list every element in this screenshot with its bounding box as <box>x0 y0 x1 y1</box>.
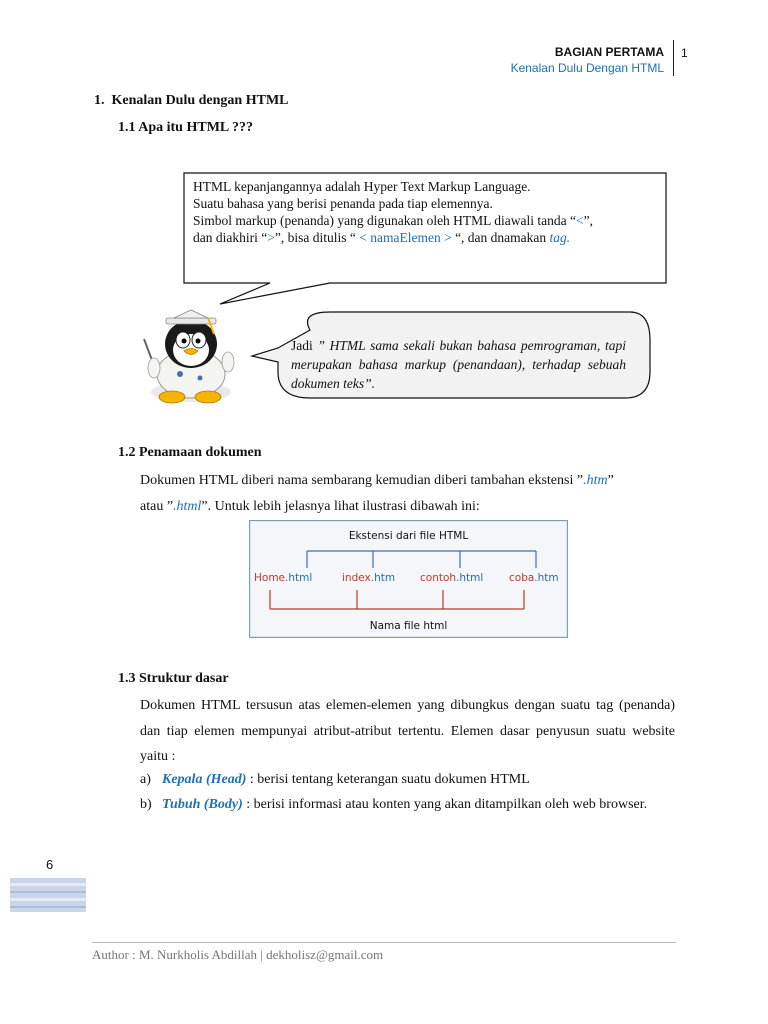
para-line-1: Dokumen HTML diberi nama sembarang kemudian diberi tambahan ekstensi ”.htm” <box>140 473 614 488</box>
bubble-line-2: Suatu bahasa yang berisi penanda pada tiap elemennya. <box>193 196 493 211</box>
figure-file-home: Home.html <box>254 572 313 584</box>
chapter-heading: 1. Kenalan Dulu dengan HTML <box>94 93 289 108</box>
bubble-line-1: HTML kepanjangannya adalah Hyper Text Markup Language. <box>193 179 531 194</box>
decorative-stripes <box>10 878 86 912</box>
section-1-1-title: 1.1 Apa itu HTML ??? <box>118 120 253 135</box>
bubble-2-text: Jadi ” HTML sama sekali bukan bahasa pemrograman, tapi merupakan bahasa markup (penandaan), terhadap sebuah dokumen teks”. <box>291 338 626 391</box>
section-1-3-paragraph: Dokumen HTML tersusun atas elemen-elemen yang dibungkus dengan suatu tag (penanda) dan tiap elemen mempunyai atribut-atribut tertentu. Elemen dasar penyusun suatu website yaitu : <box>140 698 675 764</box>
list-item-head: a) Kepala (Head) : berisi tentang keterangan suatu dokumen HTML <box>140 772 530 787</box>
figure-bottom-label: Nama file html <box>369 620 448 632</box>
section-1-2-paragraph <box>140 468 675 519</box>
figure-file-contoh: contoh.html <box>420 572 484 584</box>
figure-file-index: index.htm <box>342 572 396 584</box>
list-item-body: b) Tubuh (Body) : berisi informasi atau konten yang akan ditampilkan oleh web browser. <box>140 797 648 812</box>
section-1-3-title: 1.3 Struktur dasar <box>118 671 229 686</box>
page-number: 6 <box>46 857 54 872</box>
section-1-2-title: 1.2 Penamaan dokumen <box>118 445 262 460</box>
bubble-line-4: dan diakhiri “>”, bisa ditulis “ < namaElemen > “, dan dnamakan tag. <box>193 230 571 245</box>
footer-author: Author : M. Nurkholis Abdillah | dekholisz@gmail.com <box>92 947 384 962</box>
penguin-professor-icon <box>136 304 246 408</box>
figure-top-label: Ekstensi dari file HTML <box>348 530 469 542</box>
para-line-2: atau ”.html”. Untuk lebih jelasnya lihat ilustrasi dibawah ini: <box>140 498 480 514</box>
header-subtitle: Kenalan Dulu Dengan HTML <box>510 61 664 75</box>
bubble-1-text <box>193 178 653 246</box>
bubble-line-3: Simbol markup (penanda) yang digunakan oleh HTML diawali tanda “<”, <box>193 213 594 228</box>
figure-file-coba: coba.htm <box>509 572 559 584</box>
header-section-title: BAGIAN PERTAMA <box>554 45 664 59</box>
footer-divider <box>92 942 676 943</box>
file-extension-figure <box>249 520 568 638</box>
header-page-number: 1 <box>681 46 688 60</box>
